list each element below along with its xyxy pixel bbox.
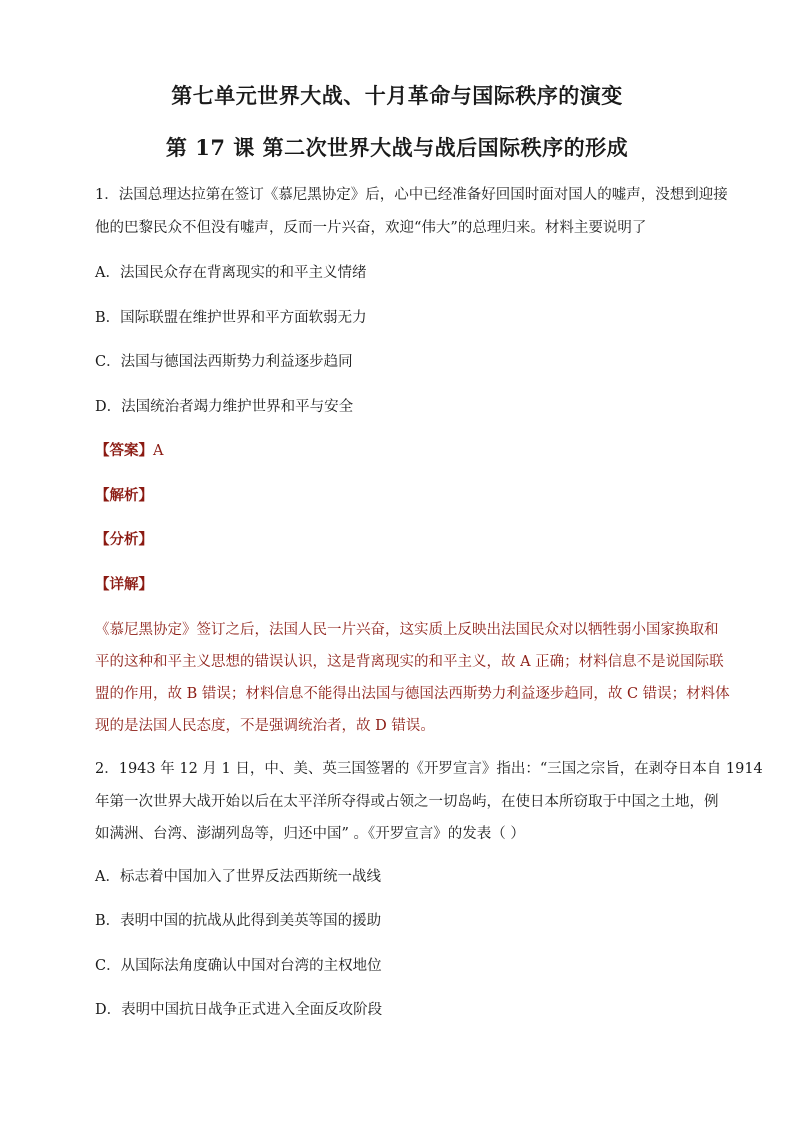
answer-value: A <box>153 443 164 459</box>
q1-fenxi-tag <box>95 529 705 551</box>
q2-option-a: A．标志着中国加入了世界反法西斯统一战线 <box>95 869 381 885</box>
q2-stem-line-3: 如满洲、台湾、澎湖列岛等，归还中国” 。《开罗宣言》的发表（ ） <box>95 826 525 842</box>
q1-option-d: D．法国统治者竭力维护世界和平与安全 <box>95 399 354 415</box>
q2-stem-line-2: 年第一次世界大战开始以后在太平洋所夺得或占领之一切岛屿，在使日本所窃取于中国之土地，例 <box>95 794 719 810</box>
q1-detail-line-2: 平的这种和平主义思想的错误认识，这是背离现实的和平主义，故 A 正确；材料信息不是说国际联 <box>95 654 724 670</box>
answer-tag: 【答案】 <box>95 442 153 459</box>
lesson-title: 第 17 课 第二次世界大战与战后国际秩序的形成 <box>165 135 629 160</box>
q1-answer <box>95 440 705 462</box>
q1-detail-tag <box>95 574 705 596</box>
q2-stem-line-1: 2．1943 年 12 月 1 日，中、美、英三国签署的《开罗宣言》指出：“三国之宗旨，在剥夺日本自 1914 <box>95 761 763 777</box>
q1-analysis-tag <box>95 485 705 507</box>
unit-title: 第七单元世界大战、十月革命与国际秩序的演变 <box>171 83 623 108</box>
fenxi-tag: 【分析】 <box>95 531 153 548</box>
detail-tag: 【详解】 <box>95 576 153 593</box>
analysis-tag: 【解析】 <box>95 487 153 504</box>
q1-option-b: B．国际联盟在维护世界和平方面软弱无力 <box>95 310 367 326</box>
q1-stem-line-1: 1．法国总理达拉第在签订《慕尼黑协定》后，心中已经准备好回国时面对国人的嘘声，没想到迎接 <box>95 187 728 203</box>
q2-option-d: D．表明中国抗日战争正式进入全面反攻阶段 <box>95 1002 383 1018</box>
q2-option-b: B．表明中国的抗战从此得到美英等国的援助 <box>95 913 382 929</box>
q1-option-a: A．法国民众存在背离现实的和平主义情绪 <box>95 265 367 281</box>
q1-detail-line-4: 现的是法国人民态度，不是强调统治者，故 D 错误。 <box>95 718 435 734</box>
q2-option-c: C．从国际法角度确认中国对台湾的主权地位 <box>95 958 382 974</box>
q1-option-c: C．法国与德国法西斯势力利益逐步趋同 <box>95 354 353 370</box>
q1-stem-line-2: 他的巴黎民众不但没有嘘声，反而一片兴奋，欢迎“伟大”的总理归来。材料主要说明了 <box>95 220 647 236</box>
q1-detail-line-1: 《慕尼黑协定》签订之后，法国人民一片兴奋，这实质上反映出法国民众对以牺牲弱小国家换取和 <box>95 622 719 638</box>
q1-detail-line-3: 盟的作用，故 B 错误；材料信息不能得出法国与德国法西斯势力利益逐步趋同，故 C 错误；材料体 <box>95 686 730 702</box>
